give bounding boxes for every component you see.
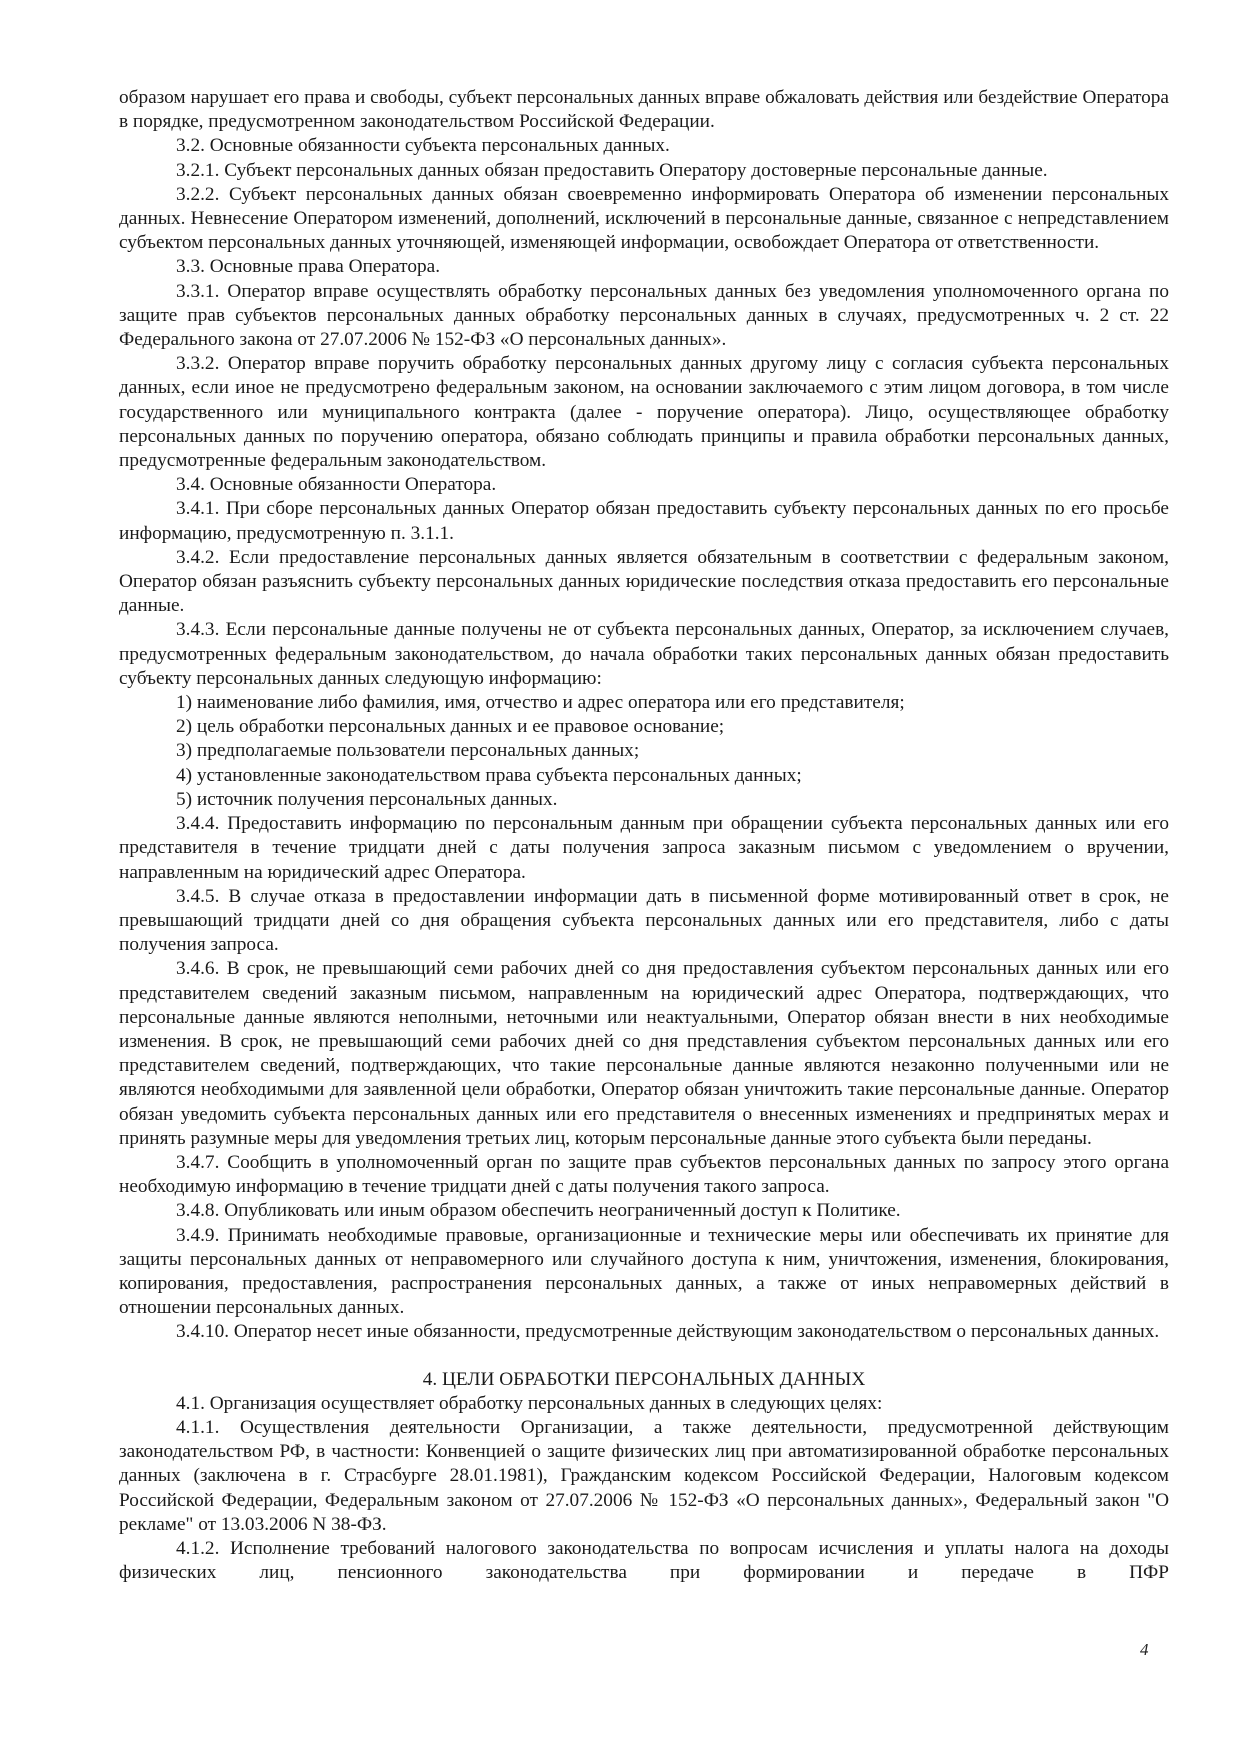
paragraph-3-4-2: 3.4.2. Если предоставление персональных данных является обязательным в соответствии с федеральным законом, Оператор обязан разъяснить субъекту персональных данных юридические последствия отказа предоставить его персональные данные.: [119, 546, 1169, 617]
paragraph-3-4-1: 3.4.1. При сборе персональных данных Оператор обязан предоставить субъекту персональных данных по его просьбе информацию, предусмотренную п. 3.1.1.: [119, 498, 1169, 544]
paragraph-3-4-8: 3.4.8. Опубликовать или иным образом обеспечить неограниченный доступ к Политике.: [176, 1200, 901, 1222]
paragraph-3-4-5: 3.4.5. В случае отказа в предоставлении информации дать в письменной форме мотивированный ответ в срок, не превышающий тридцати дней со дня обращения субъекта персональных данных или его представителя, либо с даты получения запроса.: [119, 885, 1169, 956]
paragraph-4-1: 4.1. Организация осуществляет обработку персональных данных в следующих целях:: [176, 1392, 883, 1414]
paragraph-3-4-10: 3.4.10. Оператор несет иные обязанности, предусмотренные действующим законодательством о персональных данных.: [176, 1321, 1160, 1343]
paragraph-3-3-2: 3.3.2. Оператор вправе поручить обработку персональных данных другому лицу с согласия субъекта персональных данных, если иное не предусмотрено федеральным законом, на основании заключаемого с этим лицом договора, в том числе государственного или муниципального контракта (далее - поручение оператора). Лицо, осуществляющее обработку персональных данных по поручению оператора, обязано соблюдать принципы и правила обработки персональных данных, предусмотренные федеральным законодательством.: [119, 353, 1169, 472]
section-heading: 4. ЦЕЛИ ОБРАБОТКИ ПЕРСОНАЛЬНЫХ ДАННЫХ: [422, 1368, 866, 1390]
list-item-1: 1) наименование либо фамилия, имя, отчество и адрес оператора или его представителя;: [176, 692, 905, 714]
paragraph-3-4-6: 3.4.6. В срок, не превышающий семи рабочих дней со дня предоставления субъектом персональных данных или его представителем сведений заказным письмом, направленным на юридический адрес Оператора, подтверждающих, что персональные данные являются неполными, неточными или неактуальными, Оператор обязан внести в них необходимые изменения. В срок, не превышающий семи рабочих дней со дня представления субъектом персональных данных или его представителем сведений, подтверждающих, что такие персональные данные являются незаконно полученными или не являются необходимыми для заявленной цели обработки, Оператор обязан уничтожить такие персональные данные. Оператор обязан уведомить субъекта персональных данных или его представителя о внесенных изменениях и предпринятых мерах и принять разумные меры для уведомления третьих лиц, которым персональные данные этого субъекта были переданы.: [119, 958, 1169, 1149]
list-item-4: 4) установленные законодательством права субъекта персональных данных;: [176, 764, 802, 786]
list-item-2: 2) цель обработки персональных данных и ее правовое основание;: [176, 716, 725, 738]
paragraph-4-1-2: 4.1.2. Исполнение требований налогового законодательства по вопросам исчисления и уплаты налога на доходы физических лиц, пенсионного законодательства при формировании и передаче в ПФР: [119, 1537, 1169, 1584]
paragraph-3-4-3: 3.4.3. Если персональные данные получены не от субъекта персональных данных, Оператор, за исключением случаев, предусмотренных федеральным законодательством, до начала обработки таких персональных данных обязан предоставить субъекту персональных данных следующую информацию:: [119, 619, 1169, 689]
paragraph-3-4-7: 3.4.7. Сообщить в уполномоченный орган по защите прав субъектов персональных данных по запросу этого органа необходимую информацию в течение тридцати дней с даты получения такого запроса.: [119, 1151, 1169, 1198]
paragraph-3-4-9: 3.4.9. Принимать необходимые правовые, организационные и технические меры или обеспечивать их принятие для защиты персональных данных от неправомерного или случайного доступа к ним, уничтожения, изменения, блокирования, копирования, предоставления, распространения персональных данных, а также от иных неправомерных действий в отношении персональных данных.: [119, 1224, 1169, 1319]
paragraph-continuation: образом нарушает его права и свободы, субъект персональных данных вправе обжаловать действия или бездействие Оператора в порядке, предусмотренном законодательством Российской Федерации.: [119, 87, 1169, 133]
paragraph-3-4-4: 3.4.4. Предоставить информацию по персональным данным при обращении субъекта персональных данных или его представителя в течение тридцати дней с даты получения запроса заказным письмом с уведомлением о вручении, направленным на юридический адрес Оператора.: [119, 813, 1169, 883]
paragraph-3-3-1: 3.3.1. Оператор вправе осуществлять обработку персональных данных без уведомления уполномоченного органа по защите прав субъектов персональных данных обработку персональных данных в случаях, предусмотренных ч. 2 ст. 22 Федерального закона от 27.07.2006 № 152-ФЗ «О персональных данных».: [119, 280, 1169, 351]
paragraph-3-2: 3.2. Основные обязанности субъекта персональных данных.: [176, 135, 670, 157]
page-number: 4: [1140, 1640, 1149, 1659]
paragraph-3-3: 3.3. Основные права Оператора.: [176, 256, 441, 278]
list-item-3: 3) предполагаемые пользователи персональных данных;: [176, 740, 640, 762]
paragraph-3-2-2: 3.2.2. Субъект персональных данных обязан своевременно информировать Оператора об изменении персональных данных. Невнесение Оператором изменений, дополнений, исключений в персональные данные, связанное с непредставлением субъектом персональных данных уточняющей, изменяющей информации, освобождает Оператора от ответственности.: [119, 183, 1169, 254]
paragraph-3-2-1: 3.2.1. Субъект персональных данных обязан предоставить Оператору достоверные персональные данные.: [176, 159, 1048, 181]
list-item-5: 5) источник получения персональных данных.: [176, 788, 558, 810]
paragraph-4-1-1: 4.1.1. Осуществления деятельности Организации, а также деятельности, предусмотренной действующим законодательством РФ, в частности: Конвенцией о защите физических лиц при автоматизированной обработке персональных данных (заключена в г. Страсбурге 28.01.1981), Гражданским кодексом Российской Федерации, Налоговым кодексом Российской Федерации, Федеральным законом от 27.07.2006 № 152-ФЗ «О персональных данных», Федеральный закон "О рекламе" от 13.03.2006 N 38-ФЗ.: [119, 1416, 1169, 1535]
paragraph-3-4: 3.4. Основные обязанности Оператора.: [176, 474, 497, 496]
document-page: [119, 86, 1169, 1585]
